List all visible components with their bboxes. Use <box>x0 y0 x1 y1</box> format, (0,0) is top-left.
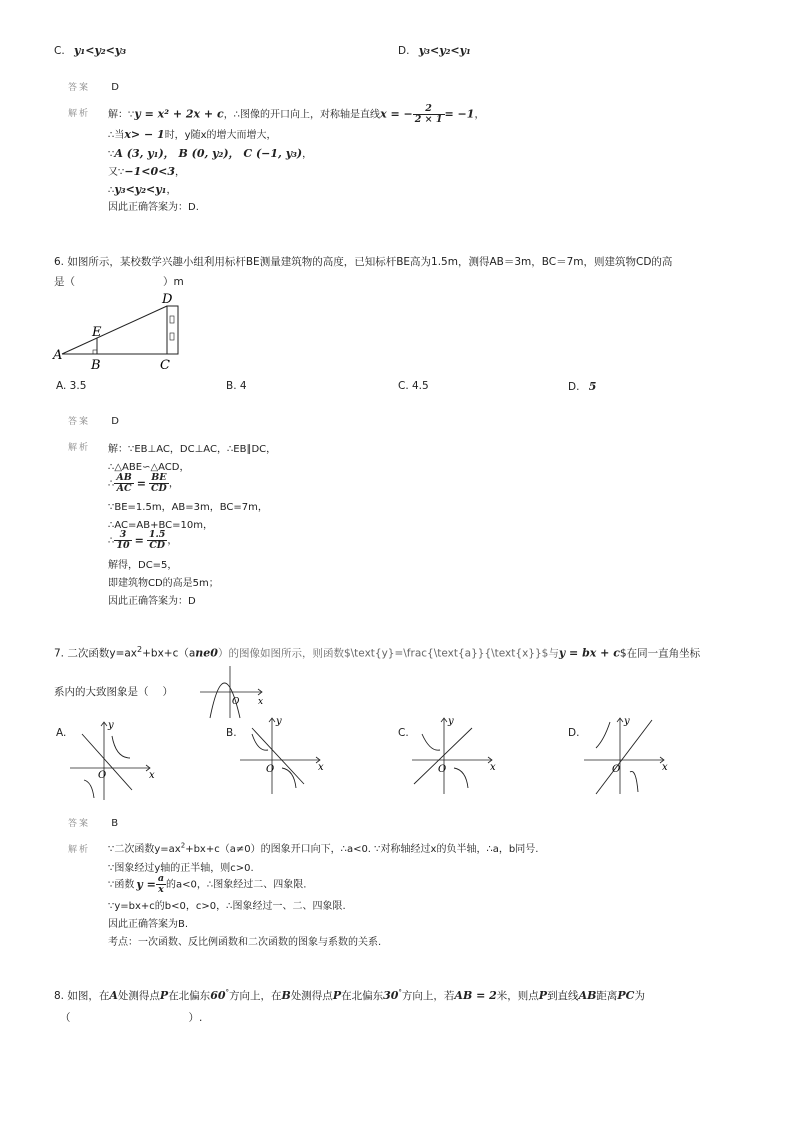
q8-stem-line2 <box>60 1010 202 1025</box>
m: 60 <box>210 989 226 1002</box>
option-d-label: D. <box>398 45 410 57</box>
q6-line-2: ∴△ABE∽△ACD， <box>108 462 190 473</box>
m: = <box>136 476 146 490</box>
m: P <box>332 989 342 1002</box>
d: AC <box>116 483 132 494</box>
m: P <box>538 989 548 1002</box>
t: 方向上，在 <box>229 990 282 1002</box>
q7-line-2: ∵图象经过y轴的正半轴，则c>0. <box>108 863 254 874</box>
t: 8. 如图，在 <box>54 990 110 1002</box>
q7-option-d: D. <box>568 727 580 739</box>
origin-label: O <box>438 764 447 775</box>
t: ， <box>302 149 313 160</box>
t: 解析 <box>68 845 91 855</box>
t: +bx+c（a <box>142 647 196 660</box>
analysis-line-5 <box>108 181 176 196</box>
option-c <box>54 44 126 57</box>
deg: ° <box>225 988 229 997</box>
t: 距离 <box>596 990 618 1002</box>
t: ∴ <box>108 535 115 547</box>
n: 3 <box>114 530 131 541</box>
t: 为 <box>634 990 645 1002</box>
y-label: y <box>624 716 630 727</box>
t: ， <box>166 185 177 196</box>
d: 10 <box>116 540 130 551</box>
q7-analysis-label <box>68 842 90 855</box>
t: 在北偏东 <box>168 990 211 1002</box>
m: A <box>109 989 118 1002</box>
q6-option-c: C. 4.5 <box>398 380 429 392</box>
answer-label: 答案 <box>68 417 91 427</box>
q6-stem-line2 <box>54 274 184 289</box>
analysis-label-text: 解析 <box>68 109 91 119</box>
sup: 2 <box>180 841 186 850</box>
t: 时，y随x的增大而增大， <box>164 130 277 141</box>
point-e: E <box>92 325 102 340</box>
t: 系内的大致图象是（ <box>54 686 149 698</box>
q7-graph-b <box>238 712 332 796</box>
t: ∴ <box>108 185 115 196</box>
fraction <box>114 473 133 494</box>
q7-line-5: 因此正确答案为B. <box>108 919 189 930</box>
t: ）的图像如图所示，则函数$\text{y}=\frac{\text{a}}{\text{x}}$与 <box>217 647 559 660</box>
option-d <box>398 44 471 57</box>
fraction <box>114 530 131 551</box>
m: P <box>159 989 169 1002</box>
t: 7. 二次函数y=ax <box>54 647 138 660</box>
point-a: A <box>53 348 63 363</box>
sup: 2 <box>137 645 143 654</box>
q6-line-7: 解得，DC=5， <box>108 560 178 571</box>
t: ∵ <box>108 149 115 160</box>
t: ）m <box>163 276 184 288</box>
t: 米，则点 <box>496 990 539 1002</box>
analysis-line-6: 因此正确答案为：D. <box>108 202 199 213</box>
t: ， <box>474 109 485 121</box>
t: $在同一直角坐标 <box>619 647 701 660</box>
t: 解：∵ <box>108 109 135 121</box>
t: 又∵ <box>108 167 125 178</box>
fraction <box>149 473 169 494</box>
analysis-label <box>68 106 90 119</box>
t: 是（ <box>54 276 75 288</box>
m: x = − <box>380 107 413 121</box>
x-label: x <box>662 762 668 773</box>
option-c-label: C. <box>54 45 65 57</box>
t: ∴ <box>108 478 115 490</box>
q6-line-8: 即建筑物CD的高是5m； <box>108 578 219 589</box>
q6-stem-line1: 6. 如图所示，某校数学兴趣小组利用标杆BE测量建筑物的高度，已知标杆BE高为1.5m，测得AB＝3m，BC＝7m，则建筑物CD的高 <box>54 256 673 268</box>
frac-num: 2 <box>413 104 445 115</box>
option-d-math: y₃<y₂<y₁ <box>418 44 471 57</box>
q6-line-5: ∴AC=AB+BC=10m， <box>108 520 213 531</box>
q6-answer-row <box>68 414 119 427</box>
n: AB <box>116 472 132 483</box>
fraction <box>413 104 445 125</box>
x-label: x <box>318 762 324 773</box>
fraction <box>147 530 168 551</box>
t: ∵二次函数y=ax <box>108 844 181 855</box>
t: 处测得点 <box>290 990 333 1002</box>
answer-label: 答案 <box>68 819 91 829</box>
m: 30 <box>383 989 399 1002</box>
t: ∴当 <box>108 130 125 141</box>
t: ∵函数 <box>108 879 135 891</box>
frac-den: 2 × 1 <box>414 114 443 125</box>
q7-option-b: B. <box>226 727 237 739</box>
m: x> − 1 <box>124 128 165 141</box>
m: y₃<y₂<y₁ <box>114 183 167 196</box>
t: 方向上，若 <box>401 990 455 1002</box>
t: 的a<0，∴图象经过二、四象限. <box>165 879 307 891</box>
answer-value: D <box>111 416 119 427</box>
d: CD <box>151 483 167 494</box>
q7-line-1 <box>108 840 538 855</box>
n: a <box>157 873 164 884</box>
y-label: y <box>276 716 282 727</box>
x-label: x <box>490 762 496 773</box>
t: ， <box>168 478 179 490</box>
m: AB <box>578 989 597 1002</box>
q7-line-4: ∵y=bx+c的b<0，c>0，∴图象经过一、二、四象限. <box>108 901 346 912</box>
m: ne0 <box>195 646 218 660</box>
q7-graph-a <box>68 718 162 802</box>
q6-figure <box>50 288 200 374</box>
t: 解析 <box>68 443 91 453</box>
q7-line-3 <box>108 874 306 895</box>
t: ）. <box>188 1012 203 1024</box>
analysis-line-3 <box>108 145 312 161</box>
q7-option-a: A. <box>56 727 67 739</box>
x-label: x <box>258 697 264 707</box>
origin-label: O <box>98 770 107 781</box>
answer-value: D <box>111 82 119 93</box>
m: −1<0<3 <box>124 165 175 178</box>
answer-value: B <box>111 818 119 829</box>
deg: ° <box>398 988 402 997</box>
m: = <box>134 533 144 547</box>
m: = −1 <box>444 107 475 121</box>
t: ， <box>175 167 185 178</box>
m: y = <box>136 877 156 891</box>
t: 在北偏东 <box>341 990 384 1002</box>
m: y = x² + 2x + c <box>134 107 224 121</box>
t: ，∴图像的开口向上，对称轴是直线 <box>223 109 381 121</box>
q7-line-6: 考点：一次函数、反比例函数和二次函数的图象与系数的关系. <box>108 937 382 948</box>
answer-label: 答案 <box>68 83 91 93</box>
point-b: B <box>91 358 101 373</box>
m: 5 <box>588 380 597 393</box>
y-label: y <box>448 716 454 727</box>
origin-label: O <box>232 697 240 707</box>
t: D. <box>568 381 580 393</box>
origin-label: O <box>612 764 621 775</box>
m: A (3, y₁)， B (0, y₂)， C (−1, y₃) <box>114 147 303 160</box>
q6-analysis-label <box>68 440 90 453</box>
m: AB = 2 <box>454 989 497 1002</box>
t: 处测得点 <box>117 990 160 1002</box>
d: CD <box>149 540 165 551</box>
q7-graph-d <box>582 712 676 796</box>
answer-row <box>68 80 119 93</box>
point-c: C <box>160 358 170 373</box>
analysis-line-1 <box>108 104 484 125</box>
fraction <box>156 874 166 895</box>
q7-option-c: C. <box>398 727 409 739</box>
analysis-line-2 <box>108 126 277 141</box>
m: y = bx + c <box>558 646 620 660</box>
q7-answer-row <box>68 816 118 829</box>
q7-stem-line2 <box>54 684 173 699</box>
q6-line-9: 因此正确答案为：D <box>108 596 196 607</box>
q6-line-1: 解：∵EB⊥AC，DC⊥AC，∴EB∥DC， <box>108 444 277 455</box>
point-d: D <box>162 292 173 307</box>
y-label: y <box>108 720 114 731</box>
x-label: x <box>149 770 155 781</box>
n: BE <box>149 473 169 484</box>
option-c-math: y₁<y₂<y₃ <box>74 44 127 57</box>
q6-line-6 <box>108 530 177 551</box>
q7-stem-line1 <box>54 645 700 661</box>
n: 1.5 <box>148 529 166 540</box>
q6-option-d <box>568 380 596 393</box>
t: （ <box>60 1012 71 1024</box>
origin-label: O <box>266 764 275 775</box>
t: +bx+c（a≠0）的图象开口向下，∴a<0. ∵对称轴经过x的负半轴，∴a，b同号. <box>185 844 539 855</box>
m: PC <box>617 989 635 1002</box>
m: B <box>281 989 291 1002</box>
q6-line-3 <box>108 473 179 494</box>
t: ） <box>162 686 173 698</box>
t: 到直线 <box>547 990 579 1002</box>
analysis-line-4 <box>108 163 185 178</box>
t: ， <box>167 535 178 547</box>
q6-option-b: B. 4 <box>226 380 247 392</box>
d: x <box>158 884 164 895</box>
q7-graph-c <box>410 712 504 796</box>
q6-line-4: ∵BE=1.5m，AB=3m，BC=7m， <box>108 502 268 513</box>
q6-option-a: A. 3.5 <box>56 380 87 392</box>
q8-stem-line1 <box>54 988 645 1003</box>
